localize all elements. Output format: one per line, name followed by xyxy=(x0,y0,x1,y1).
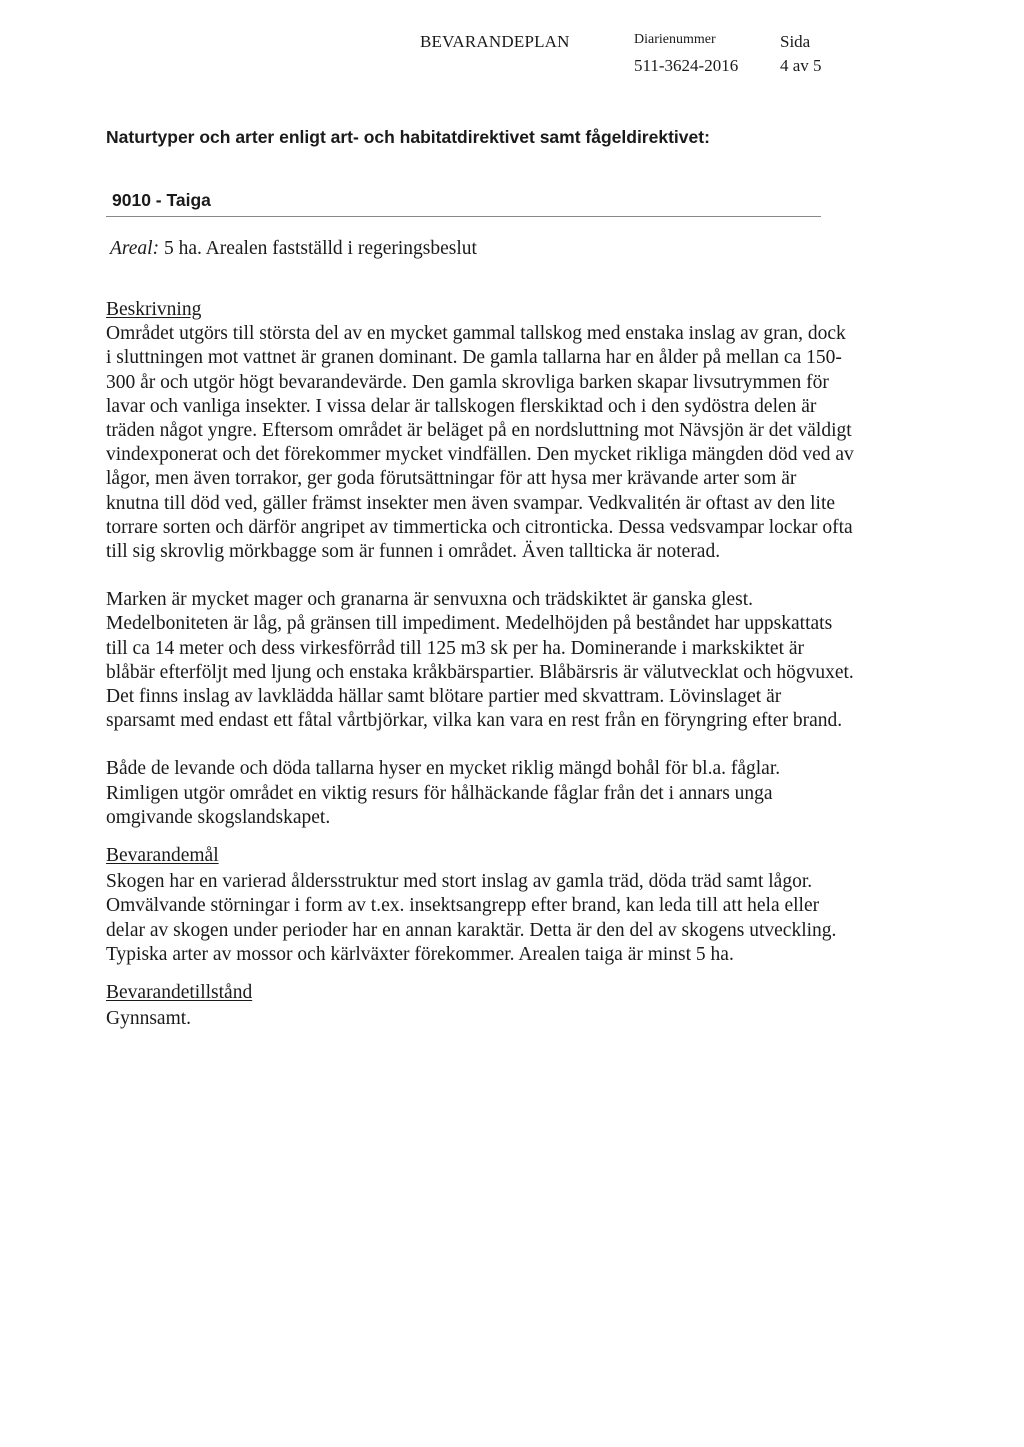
beskrivning-heading: Beskrivning xyxy=(106,299,202,320)
diarienummer-value: 511-3624-2016 xyxy=(634,56,739,75)
document-type: BEVARANDEPLAN xyxy=(420,32,570,51)
bevarandemal-text: Skogen har en varierad åldersstruktur med stort inslag av gamla träd, döda träd samt lågor. Omvälvande störningar i form av t.ex. insektsangrepp efter brand, kan leda till att hela eller delar av skogen under perioder har en annan karaktär. Detta är den del av skogens utveckling. Typiska arter av mossor och kärlväxter förekommer. Arealen taiga är minst 5 ha. xyxy=(106,871,837,965)
areal-line xyxy=(110,238,477,260)
bevarandemal-heading: Bevarandemål xyxy=(106,845,219,867)
beskrivning-paragraph-2: Marken är mycket mager och granarna är senvuxna och trädskiktet är ganska glest. Medelboniteten är låg, på gränsen till impediment. Medelhöjden på beståndet har uppskattats till ca 14 meter och dess virkesförråd till 125 m3 sk per ha. Dominerande i markskiktet är blåbär efterföljt med ljung och enstaka kråkbärspartier. Blåbärsris är välutvecklat och högvuxet. Det finns inslag av lavklädda hällar samt blötare partier med skvattram. Lövinslaget är sparsamt med endast ett fåtal vårtbjörkar, vilka kan vara en rest från en föryngring efter brand. xyxy=(106,589,854,732)
page-label: Sida xyxy=(780,32,811,51)
page-number: 4 av 5 xyxy=(780,56,822,75)
areal-text: 5 ha. Arealen fastställd i regeringsbeslut xyxy=(159,238,477,259)
beskrivning-paragraph-1: Området utgörs till största del av en mycket gammal tallskog med enstaka inslag av gran, dock i sluttningen mot vattnet är granen dominant. De gamla tallarna har en ålder på mellan ca 150-300 år och utgör högt bevarandevärde. Den gamla skrovliga barken skapar livsutrymmen för lavar och vanliga insekter. I vissa delar är tallskogen flerskiktad och i den sydöstra delen är träden något yngre. Eftersom området är beläget på en nordsluttning mot Nävsjön är det väldigt vindexponerat och det förekommer mycket vindfällen. Den mycket rikliga mängden död ved av lågor, men även torrakor, ger goda förutsättningar för att hysa mer krävande arter som är knutna till död ved, gäller främst insekter men även svampar. Vedkvalitén är oftast av den lite torrare sorten och därför angripet av timmerticka och citronticka. Dessa vedsvampar lockar ofta till sig skrovlig mörkbagge som är funnen i området. Även tallticka är noterad. xyxy=(106,323,854,563)
habitat-heading-row xyxy=(106,188,821,217)
beskrivning-paragraph-3: Både de levande och döda tallarna hyser en mycket riklig mängd bohål för bl.a. fåglar. Rimligen utgör området en viktig resurs för hålhäckande fåglar från det i annars unga omgivande skogslandskapet. xyxy=(106,758,781,828)
bevarandetillstand-text: Gynnsamt. xyxy=(106,1008,192,1030)
areal-label: Areal: xyxy=(110,238,160,259)
habitat-heading: 9010 - Taiga xyxy=(112,190,211,210)
diarienummer-label: Diarienummer xyxy=(634,32,716,47)
section-title: Naturtyper och arter enligt art- och habitatdirektivet samt fågeldirektivet: xyxy=(106,127,710,147)
document-body xyxy=(106,298,854,1031)
bevarandetillstand-heading: Bevarandetillstånd xyxy=(106,982,253,1004)
